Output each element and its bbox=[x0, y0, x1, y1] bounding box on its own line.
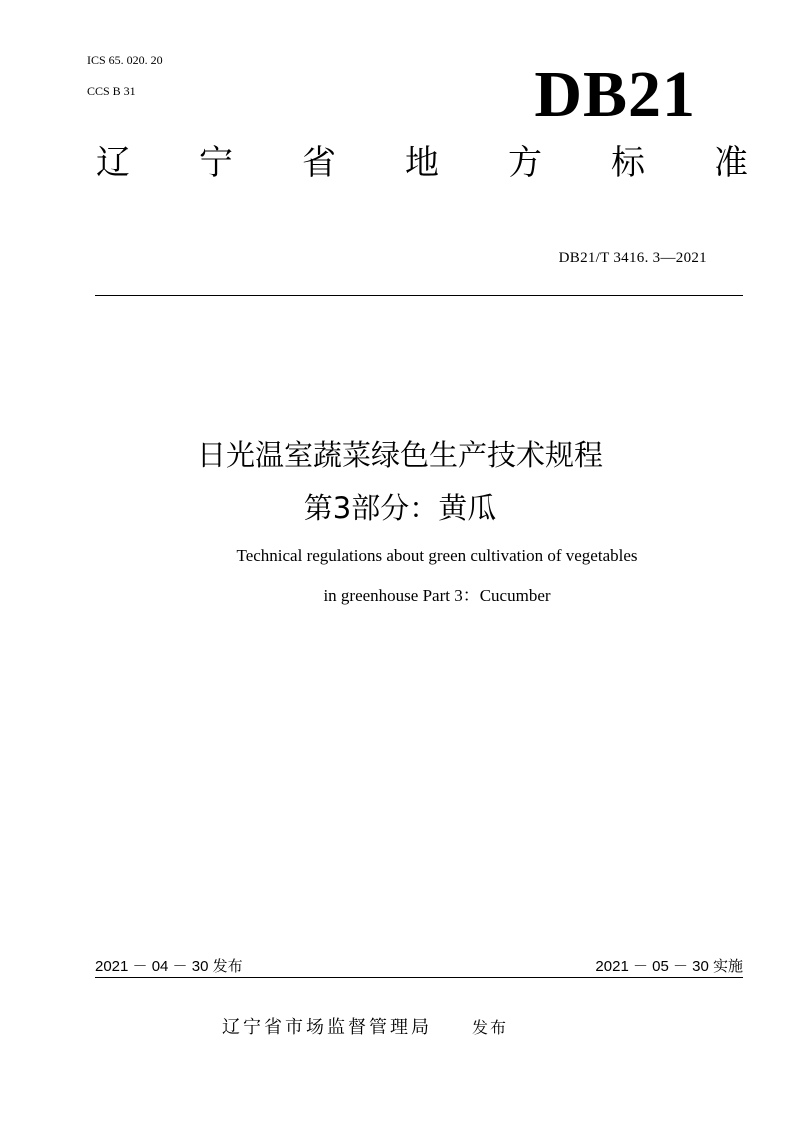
title-english-line2: in greenhouse Part 3：Cucumber bbox=[323, 586, 551, 605]
standard-type-char: 方 bbox=[508, 143, 542, 183]
publisher-verb: 发布 bbox=[472, 1018, 509, 1037]
ccs-code: CCS B 31 bbox=[87, 84, 136, 98]
publisher-name: 辽宁省市场监督管理局 bbox=[222, 1017, 432, 1038]
standard-type-char: 辽 bbox=[96, 143, 130, 183]
title-english-line1: Technical regulations about green cultivation of vegetables bbox=[236, 546, 638, 565]
standard-code-mark: DB21 bbox=[534, 58, 696, 131]
date-divider bbox=[95, 977, 743, 978]
standard-type-char: 省 bbox=[302, 143, 336, 183]
standard-type-char: 地 bbox=[405, 143, 439, 183]
ics-code: ICS 65. 020. 20 bbox=[87, 53, 163, 67]
title-chinese-line2: 第3部分：黄瓜 bbox=[303, 491, 497, 525]
standard-number: DB21/T 3416. 3—2021 bbox=[558, 250, 707, 266]
title-chinese-line1: 日光温室蔬菜绿色生产技术规程 bbox=[196, 438, 603, 472]
header-divider bbox=[95, 295, 743, 296]
standard-type-heading bbox=[96, 145, 748, 182]
publisher-row bbox=[222, 1013, 508, 1039]
standard-type-char: 标 bbox=[611, 143, 645, 183]
date-row bbox=[95, 958, 743, 976]
issue-date: 2021 － 04 － 30 发布 bbox=[95, 958, 243, 975]
standard-type-char: 宁 bbox=[199, 143, 233, 183]
standard-type-char: 准 bbox=[714, 143, 748, 183]
implementation-date: 2021 － 05 － 30 实施 bbox=[595, 958, 743, 975]
